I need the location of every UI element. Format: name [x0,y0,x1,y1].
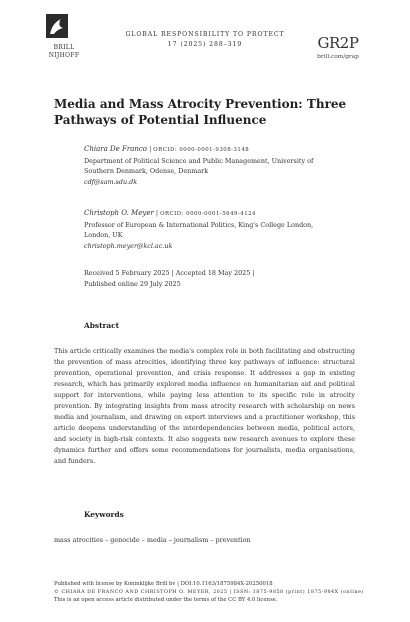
author-block-2: Christoph O. Meyer | ORCID: 0000-0001-5649-4124 Professor of European & International Politics, King's College London, London, UK christoph.meyer@kcl.ac.uk [84,208,354,251]
journal-header [100,30,310,50]
abstract-heading: Abstract [84,321,120,330]
author-orcid[interactable]: ORCID: 0000-0001-5649-4124 [160,211,256,217]
footer-copyright-line: © CHIARA DE FRANCO AND CHRISTOPH O. MEYER, 2025 | ISSN: 1875-9858 (print) 1875-984X (online) [54,588,364,595]
keywords-heading: Keywords [84,510,124,519]
author-orcid[interactable]: ORCID: 0000-0001-9308-3148 [153,147,250,153]
author-affiliation-line1: Professor of European & International Politics, King's College London, [84,220,314,229]
author-name: Chiara De Franco [84,145,148,153]
article-dates [84,268,354,289]
author-block-1: Chiara De Franco | ORCID: 0000-0001-9308-3148 Department of Political Science and Public Management, University of Southern Denmark, Odense, Denmark cdf@sam.sdu.dk [84,144,354,187]
publisher-line1: BRILL [53,44,75,51]
author-email[interactable]: christoph.meyer@kcl.ac.uk [84,241,173,250]
abstract-text: This article critically examines the media's complex role in both facilitating and obstructing the prevention of mass atrocities, identifying three key pathways of influence: structural prevention, operational prevention, and crisis response. It addresses a gap in existing research, which has primarily explored media influence on humanitarian aid and political support for interventions, while paying less attention to its specific role in atrocity prevention. By integrating insights from mass atrocity research with scholarship on news media and journalism, and drawing on expert interviews and a practitioner workshop, this article deepens understanding of the interdependencies between media, political actors, and society in high-risk contexts. It also suggests new research avenues to explore these dynamics further and offers some recommendations for journalists, media organisations, and funders. [54,347,355,465]
publisher-line2: NIJHOFF [48,51,80,59]
publisher-logo [46,14,82,64]
journal-issue: 17 (2025) 288–319 [167,41,243,48]
journal-logo [310,34,366,60]
page-footer [54,581,364,604]
journal-logo-text: GR2P [317,34,359,52]
footer-license-line: Published with license by Koninklijke Brill bv | DOI:10.1163/1875984X-20250018 [54,581,273,587]
journal-name: GLOBAL RESPONSIBILITY TO PROTECT [125,31,285,38]
brill-logo-icon [46,14,68,38]
author-name: Christoph O. Meyer [84,209,154,217]
author-affiliation-line2: Southern Denmark, Odense, Denmark [84,167,209,175]
journal-url[interactable]: brill.com/grap [317,54,359,60]
author-email[interactable]: cdf@sam.sdu.dk [84,177,138,186]
publisher-name [46,44,82,59]
dates-line1: Received 5 February 2025 | Accepted 18 May 2025 | [84,269,255,277]
footer-open-access-line: This is an open access article distributed under the terms of the CC BY 4.0 license. [54,596,278,603]
author-affiliation-line1: Department of Political Science and Public Management, University of [84,156,314,165]
keywords-text: mass atrocities – genocide – media – journalism – prevention [54,536,251,544]
dates-line2: Published online 29 July 2025 [84,279,181,288]
author-affiliation-line2: London, UK [84,231,123,239]
article-title: Media and Mass Atrocity Prevention: Three Pathways of Potential Influence [54,97,347,127]
